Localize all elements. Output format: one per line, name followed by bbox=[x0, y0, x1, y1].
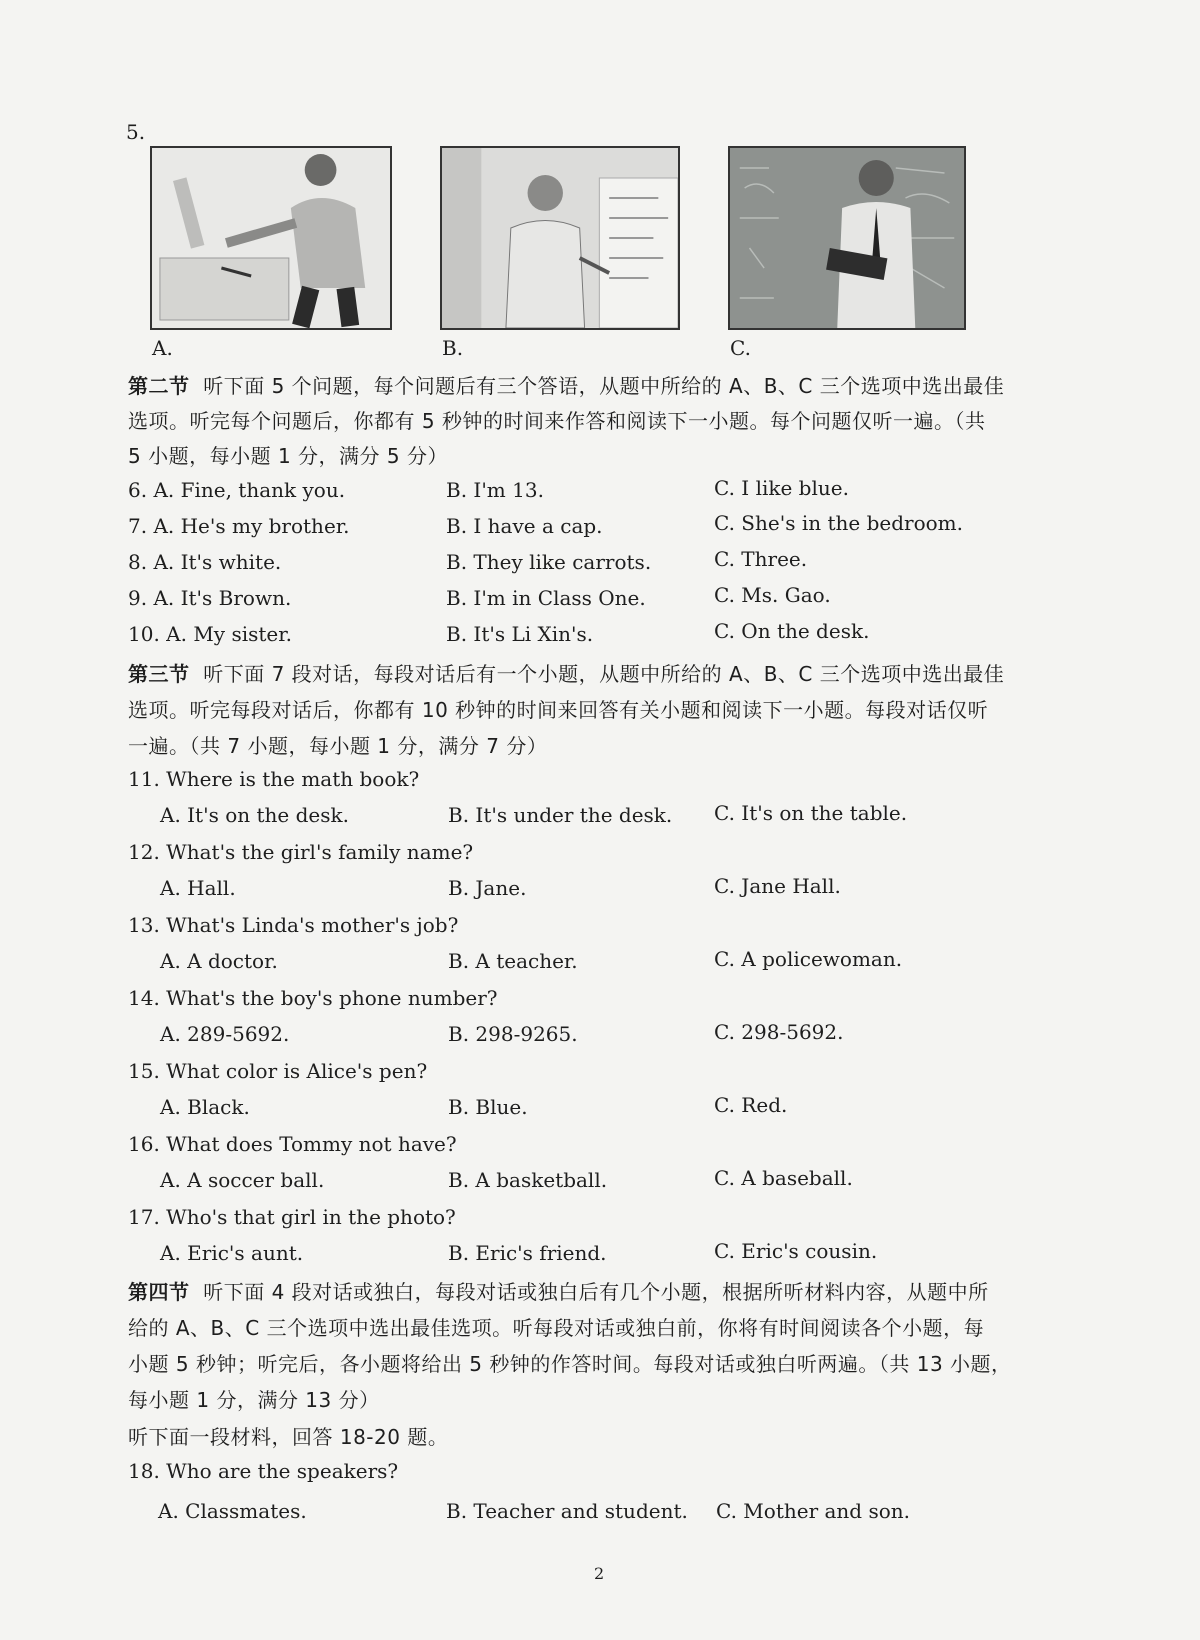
q12-option-b[interactable]: B. Jane. bbox=[448, 876, 527, 900]
q18-option-a[interactable]: A. Classmates. bbox=[158, 1499, 307, 1523]
q12-option-c[interactable]: C. Jane Hall. bbox=[714, 874, 841, 898]
section4-instructions-line4: 每小题 1 分，满分 13 分） bbox=[128, 1388, 380, 1412]
q11-option-b[interactable]: B. It's under the desk. bbox=[448, 803, 673, 827]
picture-b-label: B. bbox=[442, 336, 464, 360]
q7-option-b[interactable]: B. I have a cap. bbox=[446, 514, 603, 538]
section2-instructions-line1: 第二节 听下面 5 个问题，每个问题后有三个答语，从题中所给的 A、B、C 三个选项中选出最佳 bbox=[128, 374, 1005, 398]
q9-option-c[interactable]: C. Ms. Gao. bbox=[714, 583, 831, 607]
section3-title: 第三节 bbox=[128, 662, 190, 686]
q15-option-a[interactable]: A. Black. bbox=[160, 1095, 250, 1119]
q14-stem: 14. What's the boy's phone number? bbox=[128, 986, 498, 1010]
section2-title: 第二节 bbox=[128, 374, 190, 398]
section2-instructions-line3: 5 小题，每小题 1 分，满分 5 分） bbox=[128, 444, 448, 468]
q9-option-a[interactable]: 9. A. It's Brown. bbox=[128, 586, 292, 610]
q14-option-a[interactable]: A. 289-5692. bbox=[160, 1022, 290, 1046]
q6-option-c[interactable]: C. I like blue. bbox=[714, 476, 849, 500]
q11-option-c[interactable]: C. It's on the table. bbox=[714, 801, 908, 825]
q10-option-a[interactable]: 10. A. My sister. bbox=[128, 622, 292, 646]
q12-option-a[interactable]: A. Hall. bbox=[160, 876, 236, 900]
q8-option-b[interactable]: B. They like carrots. bbox=[446, 550, 652, 574]
q7-option-c[interactable]: C. She's in the bedroom. bbox=[714, 511, 963, 535]
q8-option-a[interactable]: 8. A. It's white. bbox=[128, 550, 282, 574]
q17-option-b[interactable]: B. Eric's friend. bbox=[448, 1241, 607, 1265]
q13-option-c[interactable]: C. A policewoman. bbox=[714, 947, 903, 971]
section2-instructions-line2: 选项。听完每个问题后，你都有 5 秒钟的时间来作答和阅读下一小题。每个问题仅听一遍。（共 bbox=[128, 409, 986, 433]
q13-option-b[interactable]: B. A teacher. bbox=[448, 949, 578, 973]
q15-option-b[interactable]: B. Blue. bbox=[448, 1095, 528, 1119]
picture-b bbox=[440, 146, 680, 330]
q8-option-c[interactable]: C. Three. bbox=[714, 547, 808, 571]
q16-option-c[interactable]: C. A baseball. bbox=[714, 1166, 853, 1190]
section3-instructions-line3: 一遍。（共 7 小题，每小题 1 分，满分 7 分） bbox=[128, 734, 548, 758]
q18-option-b[interactable]: B. Teacher and student. bbox=[446, 1499, 688, 1523]
q16-stem: 16. What does Tommy not have? bbox=[128, 1132, 457, 1156]
section4-instructions-line2: 给的 A、B、C 三个选项中选出最佳选项。听每段对话或独白前，你将有时间阅读各个小题，每 bbox=[128, 1316, 985, 1340]
q10-option-b[interactable]: B. It's Li Xin's. bbox=[446, 622, 594, 646]
section4-instructions-line3: 小题 5 秒钟；听完后，各小题将给出 5 秒钟的作答时间。每段对话或独白听两遍。（共 13 小题， bbox=[128, 1352, 1012, 1376]
question-5-number: 5. bbox=[126, 120, 146, 144]
page-number: 2 bbox=[594, 1564, 605, 1583]
q6-option-b[interactable]: B. I'm 13. bbox=[446, 478, 544, 502]
picture-a-label: A. bbox=[152, 336, 173, 360]
q11-stem: 11. Where is the math book? bbox=[128, 767, 420, 791]
man-at-whiteboard-photo-icon bbox=[442, 148, 678, 328]
q16-option-a[interactable]: A. A soccer ball. bbox=[160, 1168, 325, 1192]
q7-option-a[interactable]: 7. A. He's my brother. bbox=[128, 514, 350, 538]
q15-option-c[interactable]: C. Red. bbox=[714, 1093, 788, 1117]
q17-option-c[interactable]: C. Eric's cousin. bbox=[714, 1239, 878, 1263]
q13-option-a[interactable]: A. A doctor. bbox=[160, 949, 278, 973]
section4-title: 第四节 bbox=[128, 1280, 190, 1304]
q14-option-c[interactable]: C. 298-5692. bbox=[714, 1020, 844, 1044]
q12-stem: 12. What's the girl's family name? bbox=[128, 840, 474, 864]
picture-a bbox=[150, 146, 392, 330]
teacher-with-book-photo-icon bbox=[730, 148, 964, 328]
section4-intro: 听下面一段材料，回答 18-20 题。 bbox=[128, 1425, 449, 1449]
woman-at-board-photo-icon bbox=[152, 148, 390, 328]
section4-instructions-line1: 第四节 听下面 4 段对话或独白，每段对话或独白后有几个小题，根据所听材料内容，从题中所 bbox=[128, 1280, 989, 1304]
q10-option-c[interactable]: C. On the desk. bbox=[714, 619, 870, 643]
q9-option-b[interactable]: B. I'm in Class One. bbox=[446, 586, 646, 610]
q11-option-a[interactable]: A. It's on the desk. bbox=[160, 803, 349, 827]
q15-stem: 15. What color is Alice's pen? bbox=[128, 1059, 428, 1083]
q18-stem: 18. Who are the speakers? bbox=[128, 1459, 399, 1483]
q6-option-a[interactable]: 6. A. Fine, thank you. bbox=[128, 478, 346, 502]
picture-c bbox=[728, 146, 966, 330]
section3-instructions-line1: 第三节 听下面 7 段对话，每段对话后有一个小题，从题中所给的 A、B、C 三个选项中选出最佳 bbox=[128, 662, 1005, 686]
q13-stem: 13. What's Linda's mother's job? bbox=[128, 913, 459, 937]
q16-option-b[interactable]: B. A basketball. bbox=[448, 1168, 608, 1192]
q18-option-c[interactable]: C. Mother and son. bbox=[716, 1499, 911, 1523]
q17-option-a[interactable]: A. Eric's aunt. bbox=[160, 1241, 304, 1265]
picture-c-label: C. bbox=[730, 336, 751, 360]
q14-option-b[interactable]: B. 298-9265. bbox=[448, 1022, 578, 1046]
q17-stem: 17. Who's that girl in the photo? bbox=[128, 1205, 456, 1229]
section3-instructions-line2: 选项。听完每段对话后，你都有 10 秒钟的时间来回答有关小题和阅读下一小题。每段对话仅听 bbox=[128, 698, 989, 722]
